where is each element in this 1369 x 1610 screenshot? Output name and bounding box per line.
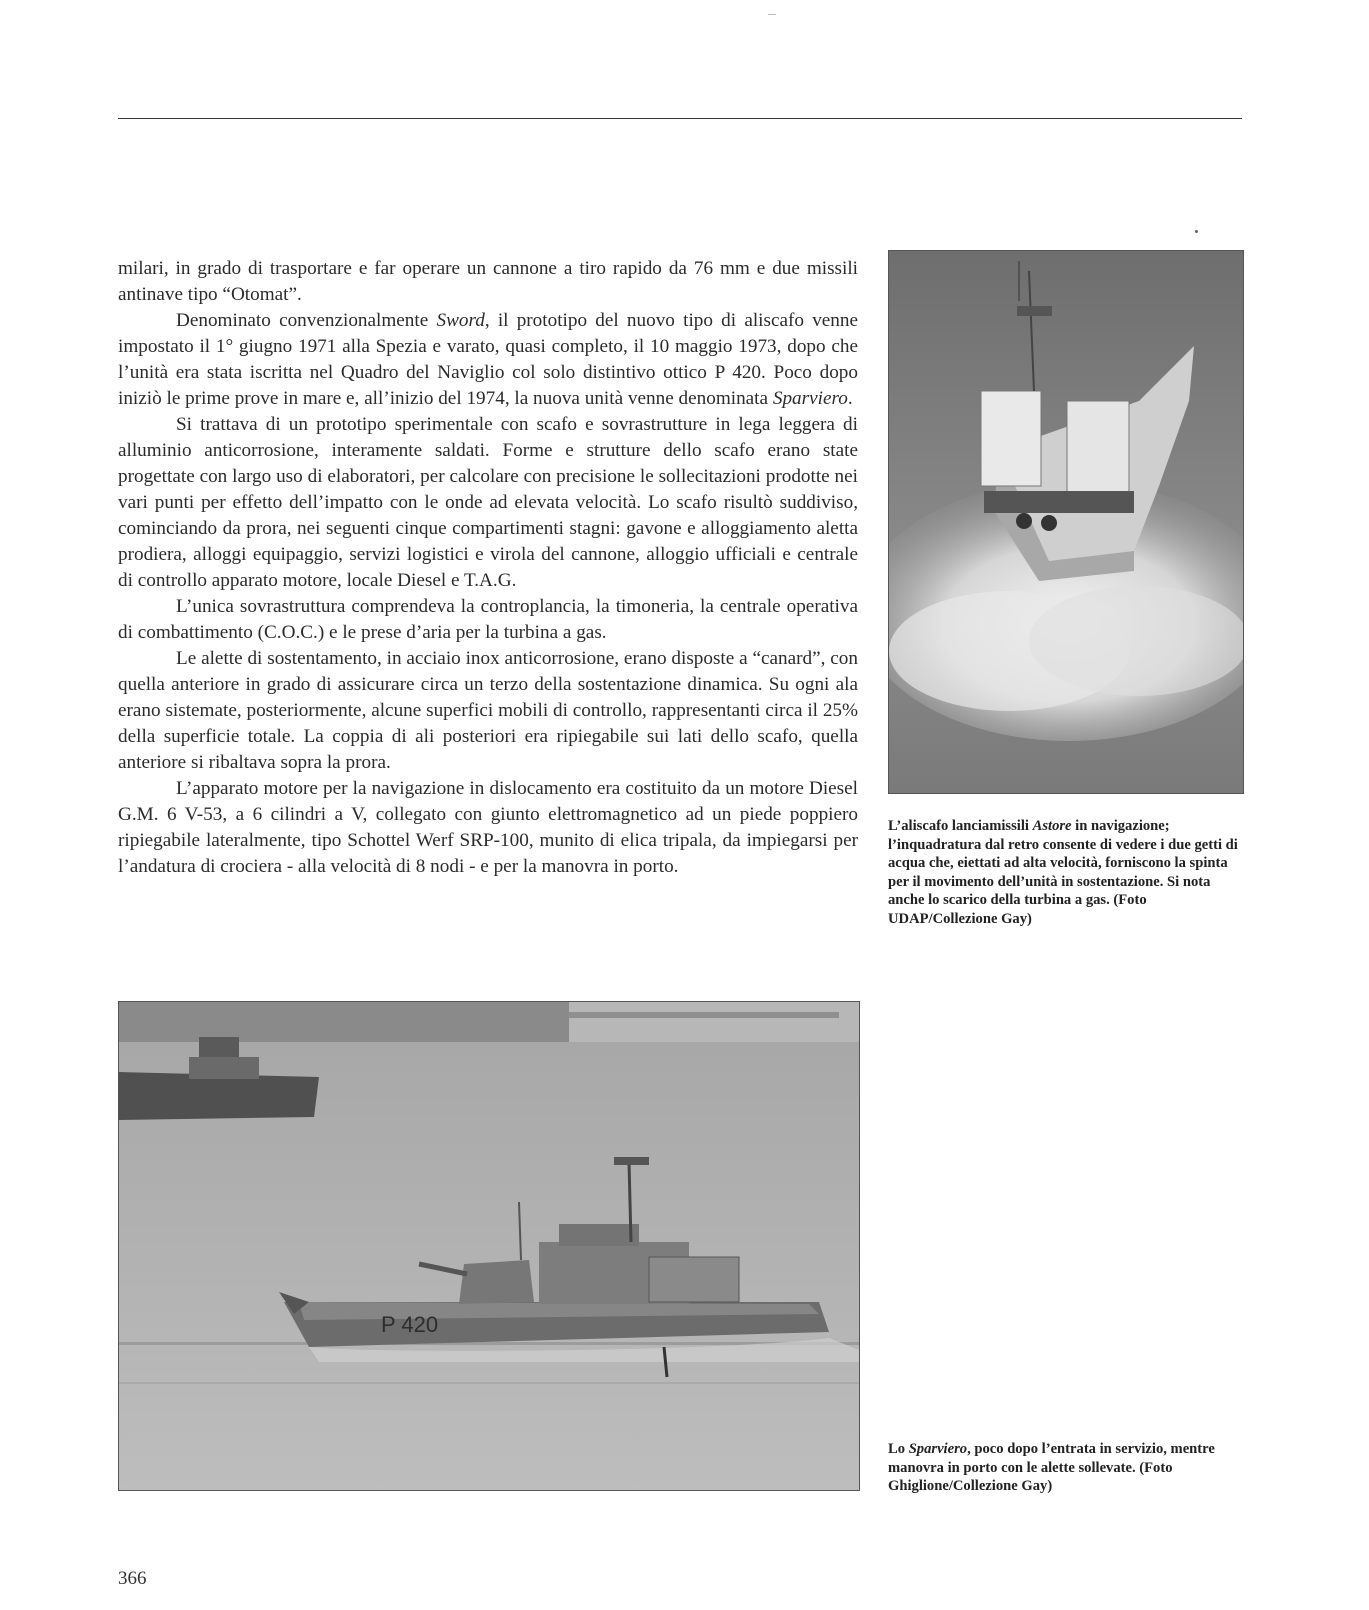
page-number: 366 [118, 1568, 147, 1589]
crop-mark [768, 14, 776, 15]
paragraph: L’unica sovrastruttura comprendeva la controplancia, la timoneria, la centrale operativa di combattimento (C.O.C.) e le prese d’aria per la turbina a gas. [118, 596, 858, 643]
caption-sparviero: Lo Sparviero, poco dopo l’entrata in servizio, mentre manovra in porto con le alette sollevate. (Foto Ghiglione/Collezione Gay) [888, 1441, 1215, 1495]
speck [1195, 230, 1198, 233]
body-text [118, 256, 858, 880]
photo-sparviero [118, 1001, 860, 1491]
photo-sparviero-image [119, 1002, 859, 1490]
paragraph: Le alette di sostentamento, in acciaio inox anticorrosione, erano disposte a “canard”, con quella anteriore in grado di assicurare circa un terzo della sostentazione dinamica. Su ogni ala erano sistemate, posteriormente, alcune superfici mobili di controllo, rappresentanti circa il 25% della superficie totale. La coppia di ali posteriori era ripiegabile sui lati dello scafo, quella anteriore si ribaltava sopra la prora. [118, 648, 858, 773]
photo-astore [888, 250, 1244, 794]
paragraph: milari, in grado di trasportare e far operare un cannone a tiro rapido da 76 mm e due missili antinave tipo “Otomat”. [118, 258, 858, 305]
hull-marking: P 420 [381, 1312, 439, 1337]
header-rule [118, 118, 1242, 119]
paragraph: Denominato convenzionalmente Sword, il prototipo del nuovo tipo di aliscafo venne impostato il 1° giugno 1971 alla Spezia e varato, quasi completo, il 10 maggio 1973, dopo che l’unità era stata iscritta nel Quadro del Naviglio col solo distintivo ottico P 420. Poco dopo iniziò le prime prove in mare e, all’inizio del 1974, la nuova unità venne denominata Sparviero. [118, 310, 859, 409]
photo-astore-image [889, 251, 1243, 793]
paragraph: L’apparato motore per la navigazione in dislocamento era costituito da un motore Diesel G.M. 6 V-53, a 6 cilindri a V, collegato con giunto elettromagnetico ad un piede poppiero ripiegabile lateralmente, tipo Schottel Werf SRP-100, munito di elica tripala, da impiegarsi per l’andatura di crociera - alla velocità di 8 nodi - e per la manovra in porto. [118, 778, 858, 877]
paragraph: Si trattava di un prototipo sperimentale con scafo e sovrastrutture in lega leggera di alluminio anticorrosione, interamente saldati. Forme e strutture dello scafo erano state progettate con largo uso di elaboratori, per calcolare con precisione le sollecitazioni prodotte nei vari punti per effetto dell’impatto con le onde ad elevata velocità. Lo scafo risultò suddiviso, cominciando da prora, nei seguenti cinque compartimenti stagni: gavone e alloggiamento aletta prodiera, alloggi equipaggio, servizi logistici e virola del cannone, alloggio ufficiali e centrale di controllo apparato motore, locale Diesel e T.A.G. [118, 414, 858, 591]
caption-astore: L’aliscafo lanciamissili Astore in navigazione; l’inquadratura dal retro consente di vedere i due getti di acqua che, eiettati ad alta velocità, forniscono la spinta per il movimento dell’unità in sostentazione. Si nota anche lo scarico della turbina a gas. (Foto UDAP/Collezione Gay) [888, 818, 1238, 927]
